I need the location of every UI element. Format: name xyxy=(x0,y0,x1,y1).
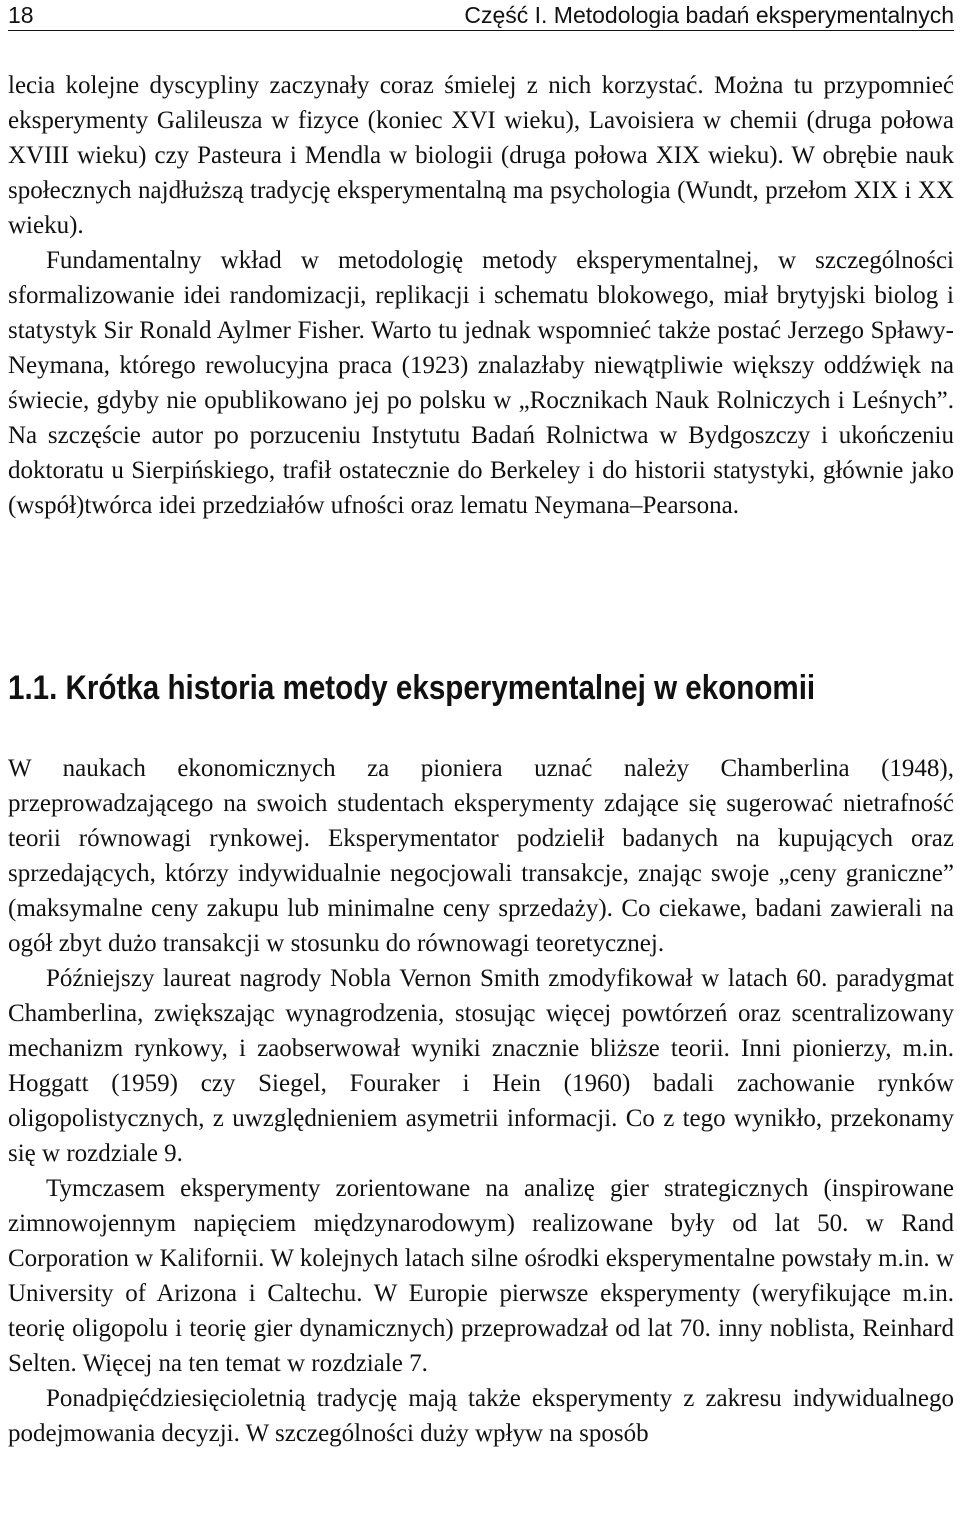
page-number: 18 xyxy=(8,2,34,28)
text-block-section xyxy=(8,751,954,1451)
paragraph: W naukach ekonomicznych za pioniera uznać należy Chamberlina (1948), przeprowadzającego na swoich studentach eksperymenty zdające się sugerować nietrafność teorii równowagi rynkowej. Eksperymentator podzielił badanych na kupujących oraz sprzedających, którzy indywidualnie negocjowali transakcje, znając swoje „ceny graniczne” (maksymalne ceny zakupu lub minimalne ceny sprzedaży). Co ciekawe, badani zawierali na ogół zbyt dużo transakcji w stosunku do równowagi teoretycznej. xyxy=(8,755,954,957)
paragraph: Tymczasem eksperymenty zorientowane na analizę gier strategicznych (inspirowane zimnowojennym napięciem międzynarodowym) realizowane były od lat 50. w Rand Corporation w Kalifornii. W kolejnych latach silne ośrodki eksperymentalne powstały m.in. w University of Arizona i Caltechu. W Europie pierwsze eksperymenty (weryfikujące m.in. teorię oligopolu i teorię gier dynamicznych) przeprowadzał od lat 70. inny noblista, Reinhard Selten. Więcej na ten temat w rozdziale 7. xyxy=(8,1175,954,1377)
document-page xyxy=(8,0,954,1537)
running-header xyxy=(8,0,954,31)
paragraph: Fundamentalny wkład w metodologię metody eksperymentalnej, w szczególności sformalizowanie idei randomizacji, replikacji i schematu blokowego, miał brytyjski biolog i statystyk Sir Ronald Aylmer Fisher. Warto tu jednak wspomnieć także postać Jerzego Spławy-Neymana, którego rewolucyjna praca (1923) znalazłaby niewątpliwie większy oddźwięk na świecie, gdyby nie opublikowano jej po polsku w „Rocznikach Nauk Rolniczych i Leśnych”. Na szczęście autor po porzuceniu Instytutu Badań Rolnictwa w Bydgoszczy i ukończeniu doktoratu u Sierpińskiego, trafił ostatecznie do Berkeley i do historii statystyki, głównie jako (współ)twórca idei przedziałów ufności oraz lematu Neymana–Pearsona. xyxy=(8,247,954,519)
paragraph: lecia kolejne dyscypliny zaczynały coraz śmielej z nich korzystać. Można tu przypomnieć eksperymenty Galileusza w fizyce (koniec XVI wieku), Lavoisiera w chemii (druga połowa XVIII wieku) czy Pasteura i Mendla w biologii (druga połowa XIX wieku). W obrębie nauk społecznych najdłuższą tradycję eksperymentalną ma psychologia (Wundt, przełom XIX i XX wieku). xyxy=(8,72,954,239)
section-heading: 1.1. Krótka historia metody eksperymentalnej w ekonomii xyxy=(8,669,816,707)
paragraph: Ponadpięćdziesięcioletnią tradycję mają także eksperymenty z zakresu indywidualnego podejmowania decyzji. W szczególności duży wpływ na sposób xyxy=(8,1385,954,1447)
text-block-intro xyxy=(8,68,954,523)
paragraph: Późniejszy laureat nagrody Nobla Vernon Smith zmodyfikował w latach 60. paradygmat Chamberlina, zwiększając wynagrodzenia, stosując więcej powtórzeń oraz scentralizowany mechanizm rynkowy, i zaobserwował wyniki znacznie bliższe teorii. Inni pionierzy, m.in. Hoggatt (1959) czy Siegel, Fouraker i Hein (1960) badali zachowanie rynków oligopolistycznych, z uwzględnieniem asymetrii informacji. Co z tego wynikło, przekonamy się w rozdziale 9. xyxy=(8,965,954,1167)
part-title: Część I. Metodologia badań eksperymentalnych xyxy=(464,2,954,28)
